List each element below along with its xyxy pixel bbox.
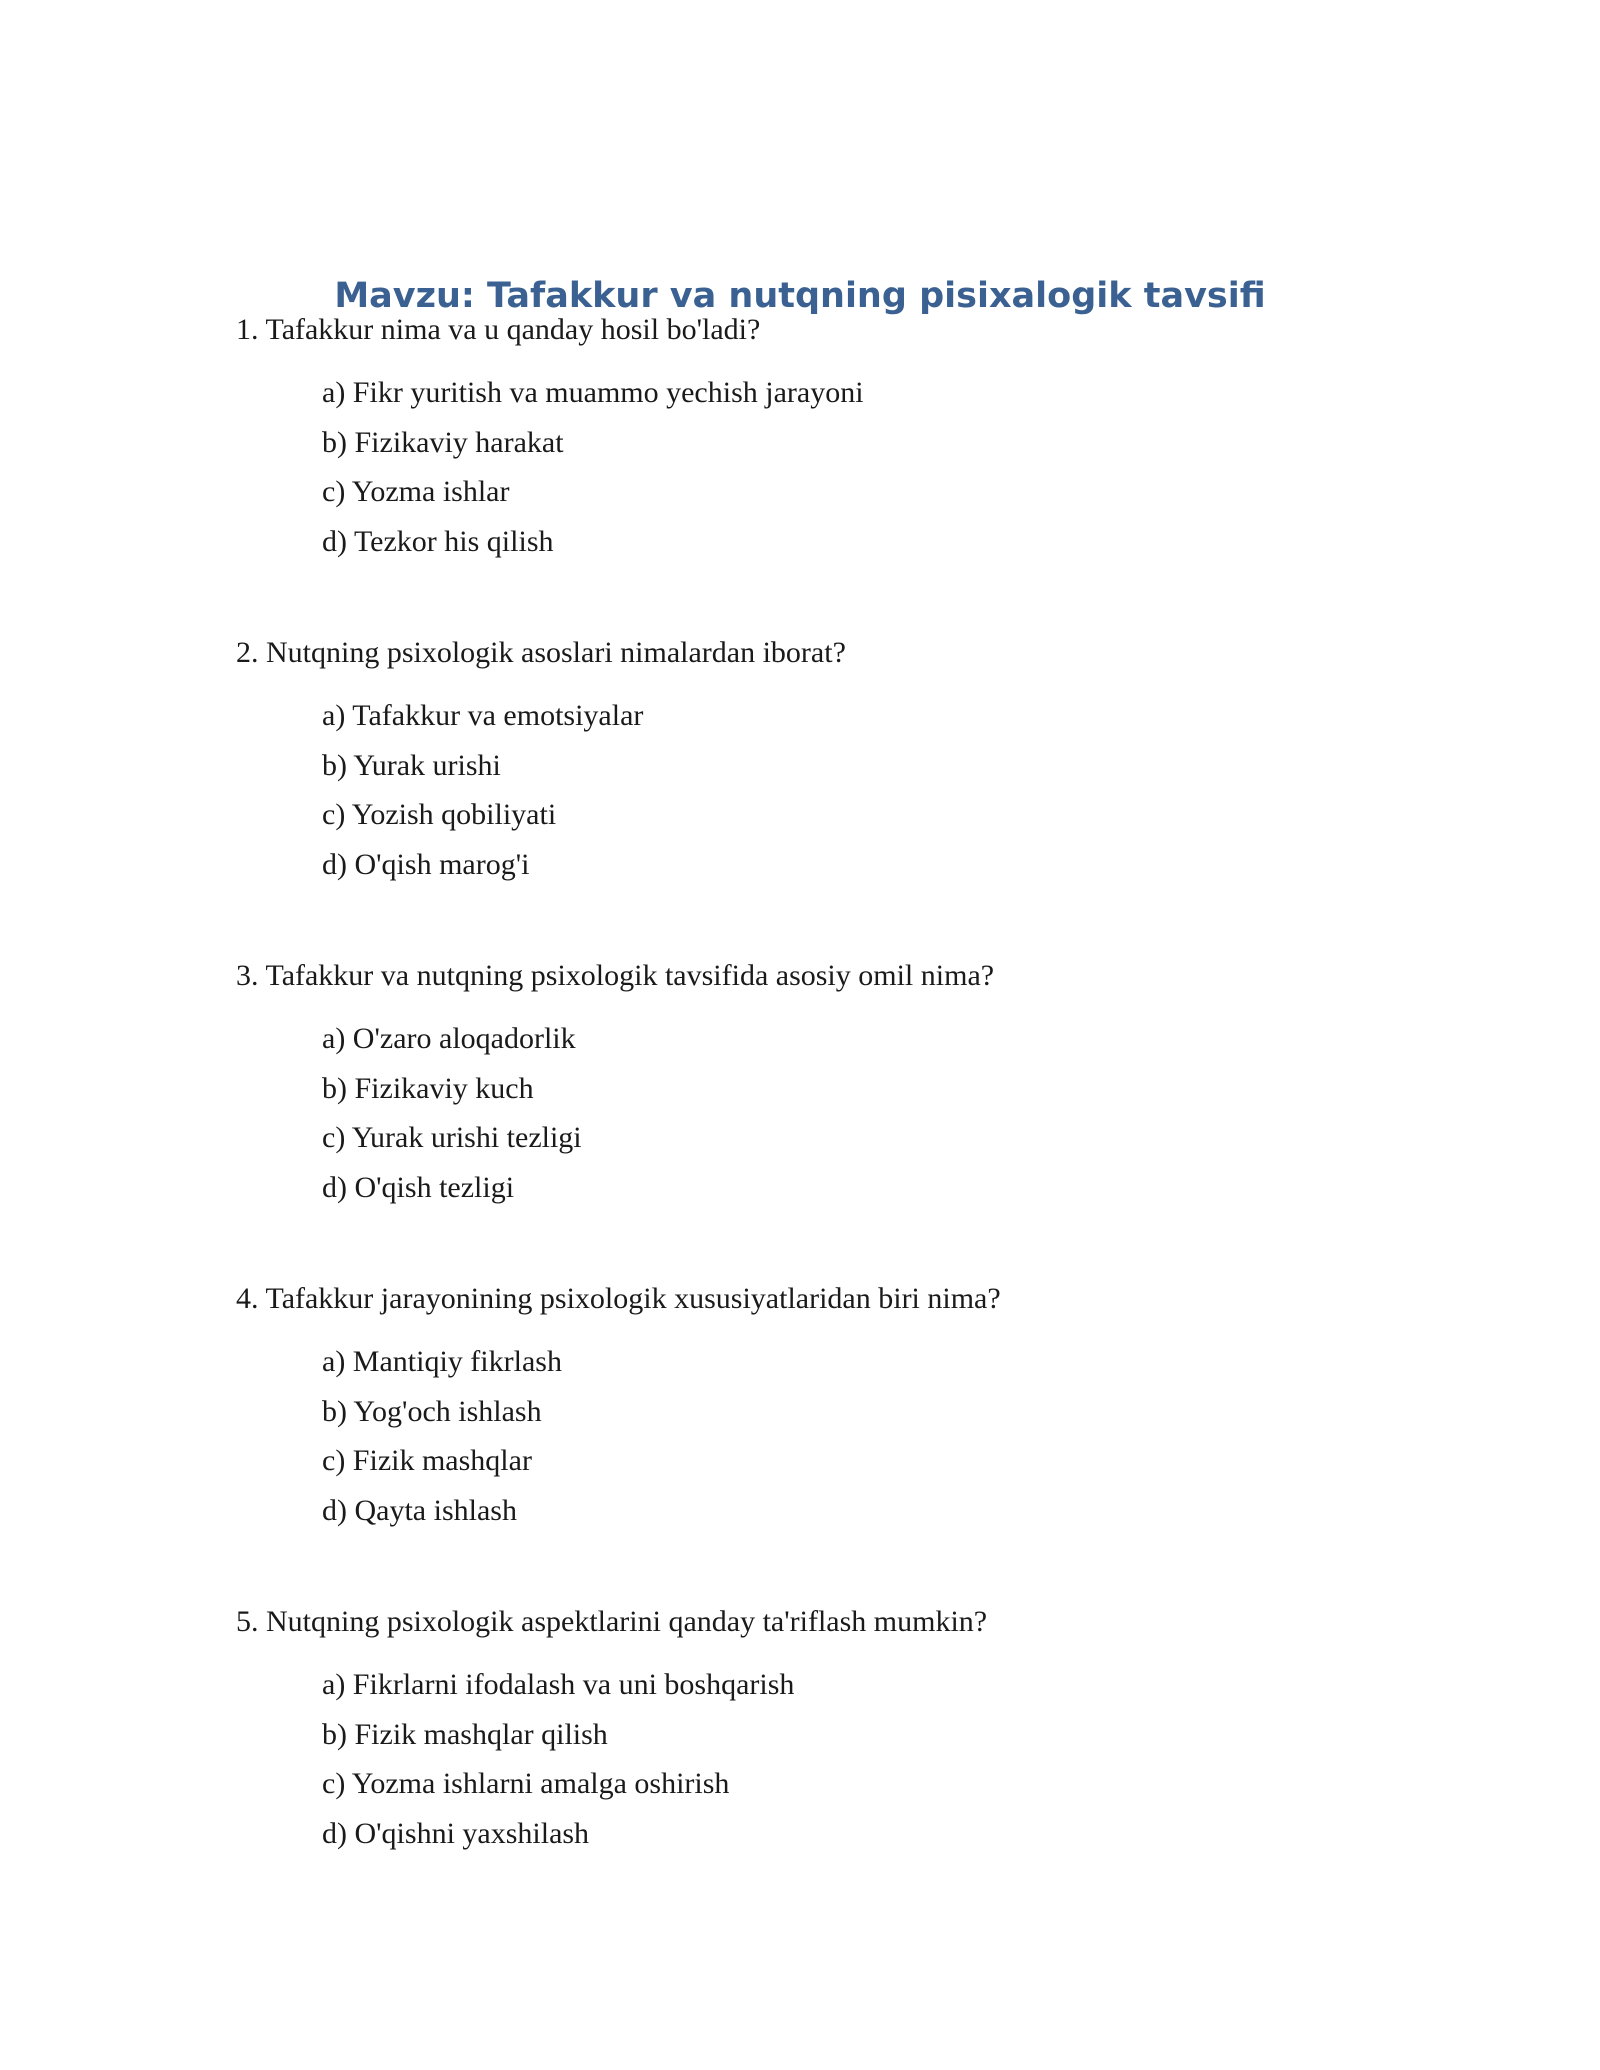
answer-option-b: b) Yurak urishi — [322, 748, 501, 782]
answer-option-a: a) Fikrlarni ifodalash va uni boshqarish — [322, 1668, 795, 1701]
question-text: 1. Tafakkur nima va u qanday hosil bo'ladi? — [236, 313, 761, 346]
question-2 — [236, 633, 1436, 889]
answer-option-d: d) Tezkor his qilish — [322, 524, 554, 558]
answer-option-d: d) O'qish marog'i — [322, 847, 530, 881]
answer-option-b: b) Fizikaviy kuch — [322, 1071, 534, 1105]
question-text: 4. Tafakkur jarayonining psixologik xususiyatlaridan biri nima? — [236, 1282, 1001, 1315]
answer-option-d: d) O'qishni yaxshilash — [322, 1816, 590, 1850]
answer-option-c: c) Yozish qobiliyati — [322, 798, 557, 831]
page-title: Mavzu: Tafakkur va nutqning pisixalogik tavsifi — [334, 276, 1266, 317]
question-text: 3. Tafakkur va nutqning psixologik tavsifida asosiy omil nima? — [236, 959, 995, 992]
question-text: 5. Nutqning psixologik aspektlarini qanday ta'riflash mumkin? — [236, 1605, 988, 1638]
answer-options — [322, 1660, 1436, 1858]
question-1 — [236, 310, 1436, 566]
answer-options — [322, 1014, 1436, 1212]
question-5 — [236, 1602, 1436, 1858]
question-3 — [236, 956, 1436, 1212]
answer-option-c: c) Yurak urishi tezligi — [322, 1121, 582, 1154]
answer-options — [322, 368, 1436, 566]
answer-option-d: d) O'qish tezligi — [322, 1170, 515, 1204]
question-4 — [236, 1279, 1436, 1535]
answer-option-b: b) Fizikaviy harakat — [322, 425, 564, 459]
question-text: 2. Nutqning psixologik asoslari nimalardan iborat? — [236, 636, 846, 669]
answer-options — [322, 691, 1436, 889]
answer-option-a: a) O'zaro aloqadorlik — [322, 1022, 576, 1055]
answer-option-d: d) Qayta ishlash — [322, 1493, 517, 1527]
answer-option-a: a) Tafakkur va emotsiyalar — [322, 699, 644, 732]
answer-option-c: c) Fizik mashqlar — [322, 1444, 532, 1477]
answer-option-b: b) Fizik mashqlar qilish — [322, 1717, 608, 1751]
answer-option-b: b) Yog'och ishlash — [322, 1394, 542, 1428]
answer-option-c: c) Yozma ishlar — [322, 475, 510, 508]
answer-option-a: a) Mantiqiy fikrlash — [322, 1345, 562, 1378]
answer-options — [322, 1337, 1436, 1535]
answer-option-a: a) Fikr yuritish va muammo yechish jarayoni — [322, 376, 864, 409]
answer-option-c: c) Yozma ishlarni amalga oshirish — [322, 1767, 730, 1800]
